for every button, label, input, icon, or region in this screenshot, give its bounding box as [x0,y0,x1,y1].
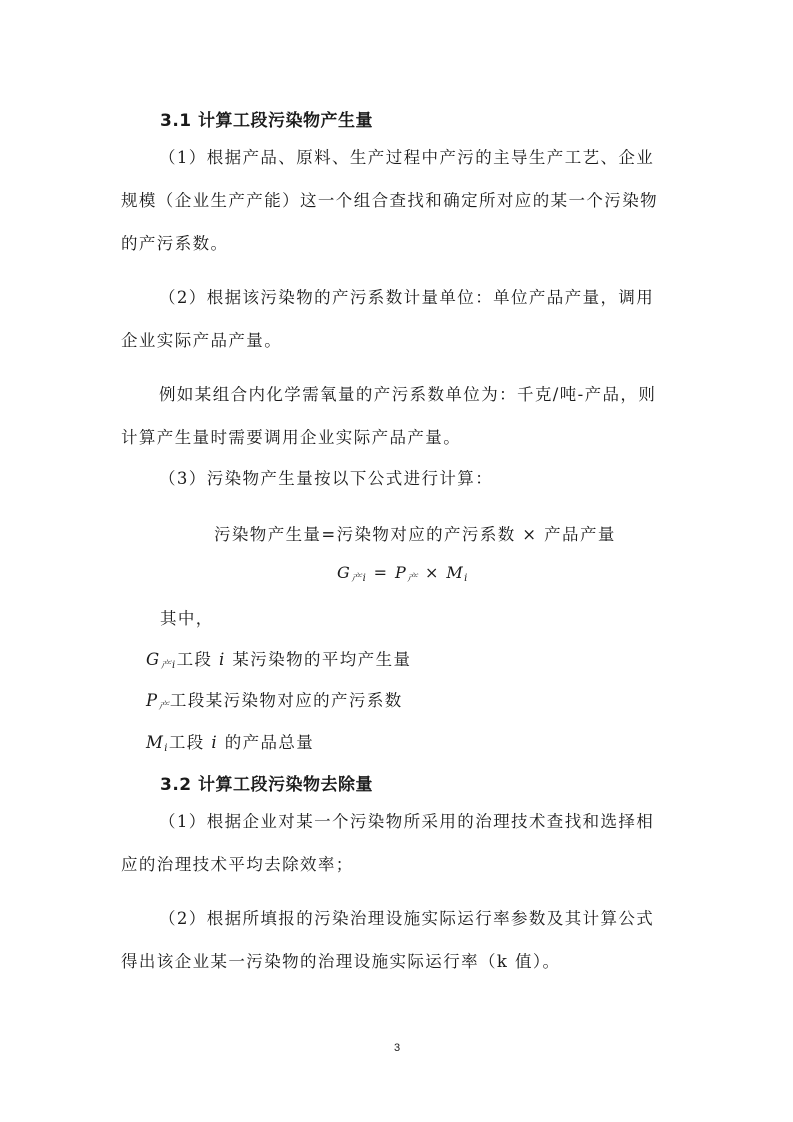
def-p-symbol: P [146,691,159,710]
def-p-text: 工段某污染物对应的产污系数 [169,691,403,710]
section-heading-3-1: 3.1 计算工段污染物产生量 [160,111,374,131]
def-m-text2: 的产品总量 [218,733,315,752]
paragraph-3-2-step2: （2）根据所填报的污染治理设施实际运行率参数及其计算公式得出该企业某一污染物的治理设施实际运行率（k 值）。 [121,909,655,971]
where-label: 其中， [160,609,214,628]
definition-m [146,729,314,754]
formula-g-sub: 产i [351,573,368,584]
formula-m: M [446,563,465,582]
formula-equals: = [367,563,395,582]
section-heading-3-2: 3.2 计算工段污染物去除量 [160,775,374,795]
def-m-symbol: M [146,733,165,752]
def-g-i: i [219,650,226,669]
formula-equation [337,563,469,584]
paragraph-3-1-step3: （3）污染物产生量按以下公式进行计算： [159,469,494,488]
paragraph-3-1-step1: （1）根据产品、原料、生产过程中产污的主导生产工艺、企业规模（企业生产产能）这一个组合查找和确定所对应的某一个污染物的产污系数。 [121,148,658,253]
page-number: 3 [394,1042,401,1054]
formula-times: × [418,563,447,582]
def-m-sub: i [164,743,169,754]
paragraph-3-2-step1: （1）根据企业对某一个污染物所采用的治理技术查找和选择相应的治理技术平均去除效率； [121,812,655,874]
formula-m-sub: i [464,573,469,584]
definition-g [146,646,411,671]
def-g-sub: 产i [160,660,177,671]
paragraph-example: 例如某组合内化学需氧量的产污系数单位为：千克/吨-产品，则计算产生量时需要调用企业实际产品产量。 [121,385,657,447]
def-g-text1: 工段 [176,650,220,669]
formula-g: G [337,563,352,582]
def-m-text1: 工段 [168,733,212,752]
def-p-sub: 产 [158,701,170,712]
formula-p-sub: 产 [407,573,419,584]
def-m-i: i [211,733,219,752]
formula-text: 污染物产生量=污染物对应的产污系数 × 产品产量 [214,525,616,544]
paragraph-3-1-step2: （2）根据该污染物的产污系数计量单位：单位产品产量，调用企业实际产品产量。 [121,288,655,350]
def-g-symbol: G [146,650,161,669]
formula-p: P [394,563,408,582]
def-g-text2: 某污染物的平均产生量 [225,650,412,669]
definition-p [146,687,403,712]
